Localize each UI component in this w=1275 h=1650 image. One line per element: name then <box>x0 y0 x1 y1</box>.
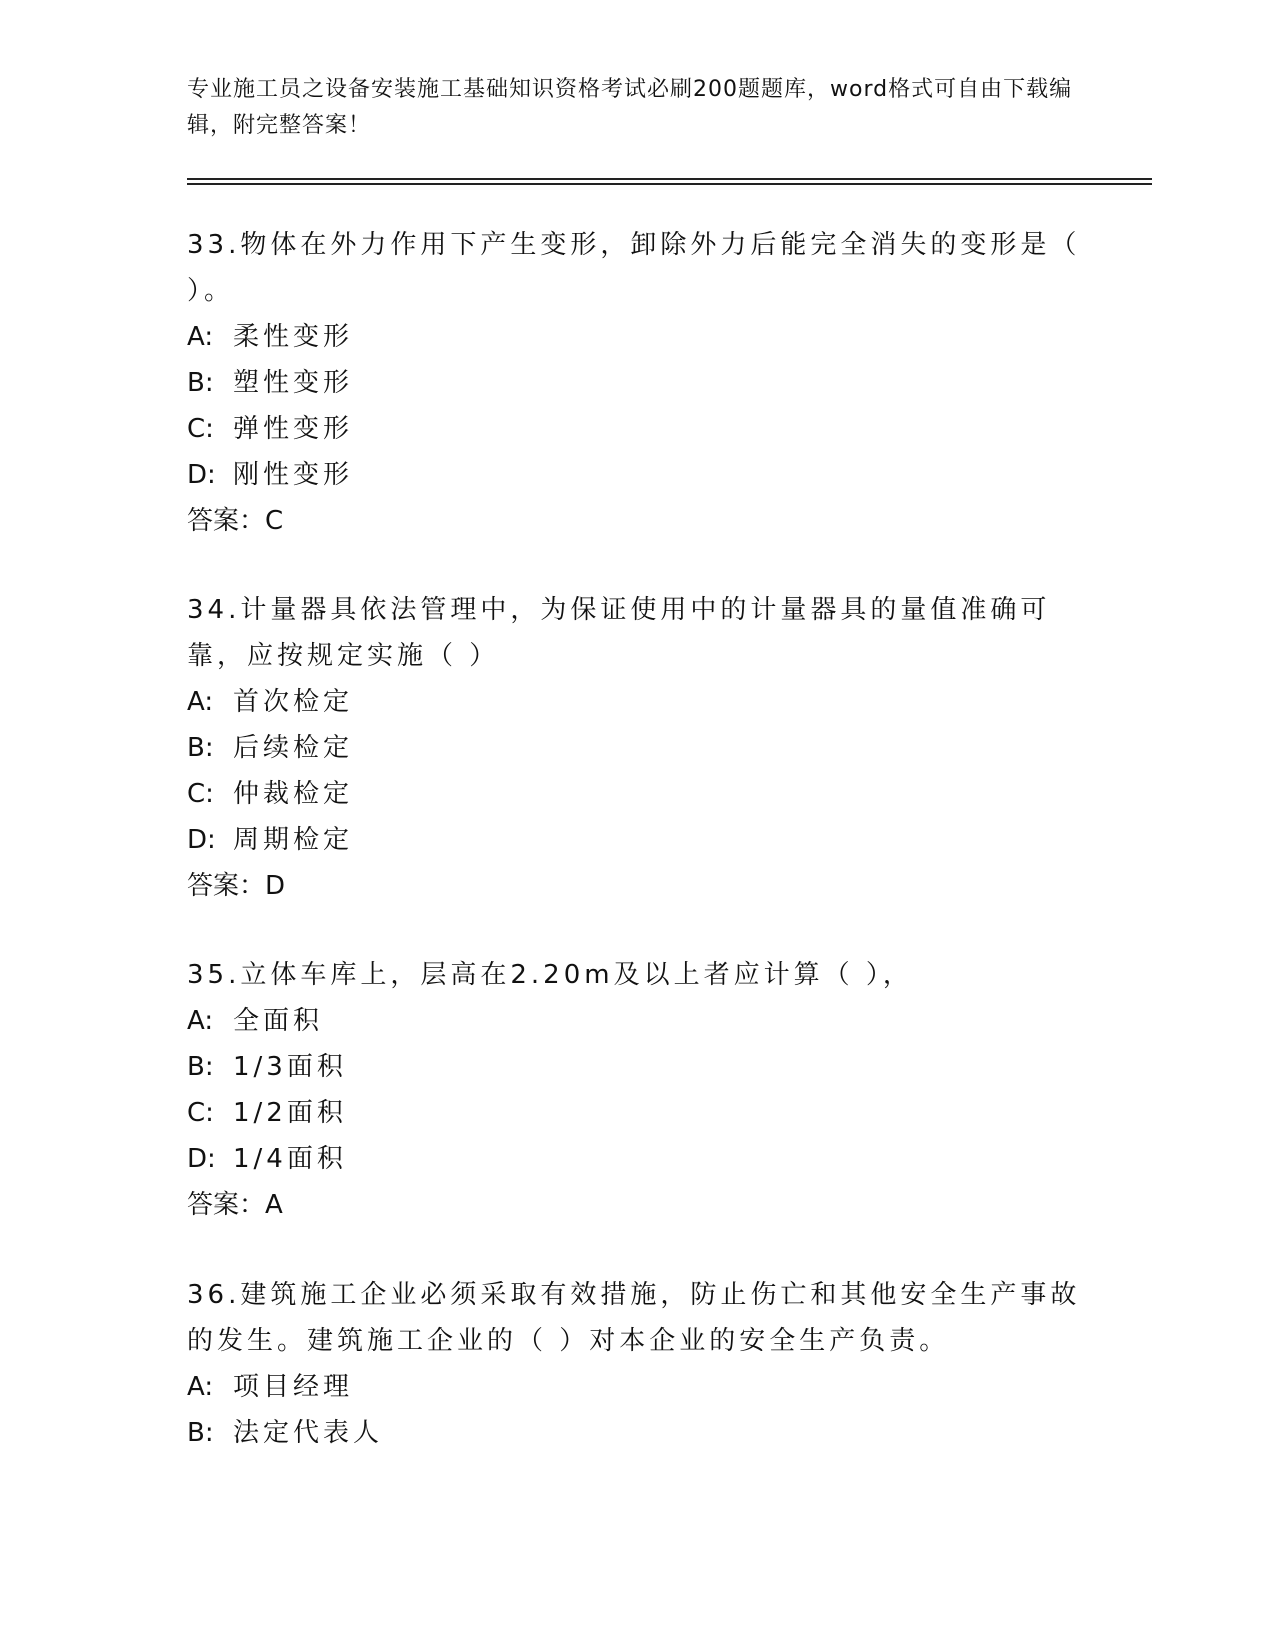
option-key: A: <box>187 687 214 717</box>
option-key: B: <box>187 1052 214 1082</box>
option-key: D: <box>187 825 216 855</box>
question-stem: 34.计量器具依法管理中，为保证使用中的计量器具的量值准确可靠，应按规定实施（ ） <box>187 595 1051 671</box>
question-35 <box>187 952 1087 1228</box>
option-key: D: <box>187 460 216 490</box>
option-text: 1/2面积 <box>233 1098 347 1128</box>
option-d <box>187 452 1087 498</box>
option-text: 1/3面积 <box>233 1052 347 1082</box>
option-text: 弹性变形 <box>233 414 354 444</box>
option-key: D: <box>187 1144 216 1174</box>
option-a <box>187 1364 1087 1410</box>
option-text: 仲裁检定 <box>233 779 354 809</box>
option-text: 塑性变形 <box>233 368 354 398</box>
option-key: A: <box>187 322 214 352</box>
option-key: B: <box>187 733 214 763</box>
header-divider-top <box>187 178 1152 180</box>
option-text: 法定代表人 <box>233 1418 384 1448</box>
option-d <box>187 817 1087 863</box>
option-c <box>187 406 1087 452</box>
option-c <box>187 771 1087 817</box>
question-33 <box>187 222 1087 544</box>
answer: 答案：A <box>187 1190 283 1220</box>
option-text: 后续检定 <box>233 733 354 763</box>
option-key: C: <box>187 414 214 444</box>
option-text: 1/4面积 <box>233 1144 347 1174</box>
option-key: A: <box>187 1006 214 1036</box>
option-b <box>187 725 1087 771</box>
option-key: A: <box>187 1372 214 1402</box>
option-text: 刚性变形 <box>233 460 354 490</box>
option-key: C: <box>187 779 214 809</box>
option-text: 柔性变形 <box>233 322 354 352</box>
document-header: 专业施工员之设备安装施工基础知识资格考试必刷200题题库，word格式可自由下载编辑，附完整答案！ <box>187 77 1073 138</box>
option-a <box>187 998 1087 1044</box>
option-key: C: <box>187 1098 214 1128</box>
option-c <box>187 1090 1087 1136</box>
option-key: B: <box>187 368 214 398</box>
option-d <box>187 1136 1087 1182</box>
question-stem: 33.物体在外力作用下产生变形，卸除外力后能完全消失的变形是（ ）。 <box>187 230 1081 306</box>
option-text: 首次检定 <box>233 687 354 717</box>
option-text: 周期检定 <box>233 825 354 855</box>
option-a <box>187 314 1087 360</box>
option-b <box>187 360 1087 406</box>
option-text: 项目经理 <box>233 1372 354 1402</box>
answer: 答案：C <box>187 506 284 536</box>
option-key: B: <box>187 1418 214 1448</box>
question-stem: 36.建筑施工企业必须采取有效措施，防止伤亡和其他安全生产事故的发生。建筑施工企业的（ ）对本企业的安全生产负责。 <box>187 1280 1081 1356</box>
question-stem: 35.立体车库上，层高在2.20m及以上者应计算（ ）， <box>187 960 913 990</box>
option-text: 全面积 <box>233 1006 324 1036</box>
question-36 <box>187 1272 1087 1456</box>
header-divider-bottom <box>187 183 1152 185</box>
answer: 答案：D <box>187 871 286 901</box>
option-a <box>187 679 1087 725</box>
option-b <box>187 1410 1087 1456</box>
question-34 <box>187 587 1087 909</box>
option-b <box>187 1044 1087 1090</box>
